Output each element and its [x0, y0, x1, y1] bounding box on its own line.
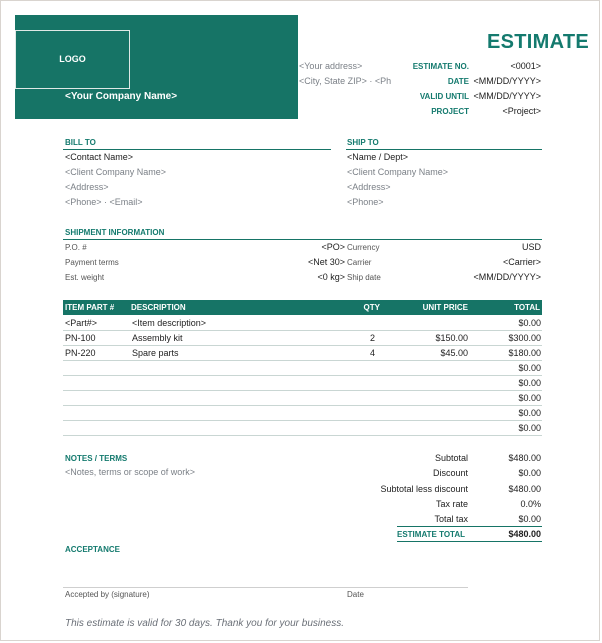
row-total: $300.00 [508, 333, 541, 343]
date-label-signature: Date [347, 590, 364, 599]
signature-line[interactable] [63, 587, 468, 588]
col-unit-price-header: UNIT PRICE [422, 303, 468, 312]
row-divider [63, 360, 542, 361]
estimate-no-value: <0001> [510, 61, 541, 71]
payment-terms-value: <Net 30> [307, 257, 345, 267]
row-description[interactable]: Spare parts [132, 348, 179, 358]
row-divider [63, 375, 542, 376]
subtotal-label: Subtotal [434, 453, 468, 463]
row-unit-price[interactable]: $150.00 [435, 333, 468, 343]
row-divider [63, 390, 542, 391]
row-part[interactable]: <Part#> [65, 318, 98, 328]
ship-to-name: <Name / Dept> [347, 152, 409, 162]
currency-label: Currency [347, 243, 380, 252]
tax-rate-value[interactable]: 0.0% [520, 499, 541, 509]
ship-date-value: <MM/DD/YYYY> [473, 272, 541, 282]
subtotal-value: $480.00 [508, 453, 541, 463]
ship-to-rule [346, 149, 542, 150]
ship-date-label: Ship date [347, 273, 381, 282]
col-part-header: ITEM PART # [65, 303, 115, 312]
row-total: $0.00 [518, 408, 541, 418]
valid-until-value: <MM/DD/YYYY> [473, 91, 541, 101]
company-name: <Your Company Name> [65, 91, 178, 102]
project-label: PROJECT [431, 107, 469, 116]
row-qty[interactable]: 2 [369, 333, 375, 343]
total-tax-value: $0.00 [518, 514, 541, 524]
col-total-header: TOTAL [514, 303, 540, 312]
acceptance-heading: ACCEPTANCE [65, 545, 120, 554]
project-value: <Project> [502, 106, 541, 116]
bill-to-rule [63, 149, 331, 150]
row-divider [63, 345, 542, 346]
col-description-header: DESCRIPTION [131, 303, 186, 312]
row-description[interactable]: Assembly kit [132, 333, 183, 343]
bill-to-heading: BILL TO [65, 138, 96, 147]
company-city-phone: <City, State ZIP> · <Ph [299, 76, 392, 86]
row-description[interactable]: <Item description> [132, 318, 207, 328]
row-total: $180.00 [508, 348, 541, 358]
row-total: $0.00 [518, 423, 541, 433]
row-divider [63, 405, 542, 406]
row-qty[interactable]: 4 [369, 348, 375, 358]
row-part[interactable]: PN-220 [65, 348, 96, 358]
items-table-header [63, 300, 542, 315]
row-total: $0.00 [518, 318, 541, 328]
company-address: <Your address> [299, 61, 363, 71]
ship-to-company: <Client Company Name> [347, 167, 449, 177]
est-weight-value: <0 kg> [317, 272, 345, 282]
row-part[interactable]: PN-100 [65, 333, 96, 343]
bill-to-phone-email: <Phone> · <Email> [65, 197, 143, 207]
grand-total-rule-top [397, 526, 542, 527]
document-title: ESTIMATE [486, 31, 589, 53]
grand-total-rule-bottom [397, 541, 542, 542]
discount-label: Discount [432, 468, 468, 478]
bill-to-contact: <Contact Name> [65, 152, 134, 162]
ship-to-address: <Address> [347, 182, 391, 192]
footer-note: This estimate is valid for 30 days. Thank you for your business. [65, 618, 345, 629]
shipment-heading: SHIPMENT INFORMATION [65, 228, 165, 237]
row-divider [63, 420, 542, 421]
total-tax-label: Total tax [434, 514, 468, 524]
estimate-no-label: ESTIMATE NO. [412, 62, 469, 71]
tax-rate-label: Tax rate [435, 499, 468, 509]
po-value: <PO> [321, 242, 345, 252]
discount-value[interactable]: $0.00 [518, 468, 541, 478]
est-weight-label: Est. weight [65, 273, 105, 282]
po-label: P.O. # [65, 243, 87, 252]
currency-value: USD [521, 242, 541, 252]
col-qty-header: QTY [363, 303, 380, 312]
row-divider [63, 330, 542, 331]
carrier-value: <Carrier> [502, 257, 541, 267]
subtotal-less-discount-label: Subtotal less discount [380, 484, 468, 494]
logo-label: LOGO [59, 54, 86, 64]
bill-to-address: <Address> [65, 182, 109, 192]
row-total: $0.00 [518, 363, 541, 373]
bill-to-company: <Client Company Name> [65, 167, 167, 177]
grand-total-label: ESTIMATE TOTAL [397, 530, 465, 539]
payment-terms-label: Payment terms [65, 258, 119, 267]
date-value: <MM/DD/YYYY> [473, 76, 541, 86]
notes-heading: NOTES / TERMS [65, 454, 128, 463]
row-unit-price[interactable]: $45.00 [440, 348, 468, 358]
signature-label: Accepted by (signature) [65, 590, 150, 599]
grand-total-value: $480.00 [508, 529, 541, 539]
valid-until-label: VALID UNTIL [419, 92, 469, 101]
date-label: DATE [447, 77, 469, 86]
row-total: $0.00 [518, 378, 541, 388]
subtotal-less-discount-value: $480.00 [508, 484, 541, 494]
notes-text[interactable]: <Notes, terms or scope of work> [65, 467, 196, 477]
row-total: $0.00 [518, 393, 541, 403]
ship-to-heading: SHIP TO [347, 138, 379, 147]
carrier-label: Carrier [347, 258, 372, 267]
row-divider [63, 435, 542, 436]
shipment-rule [63, 239, 542, 240]
ship-to-phone: <Phone> [347, 197, 384, 207]
